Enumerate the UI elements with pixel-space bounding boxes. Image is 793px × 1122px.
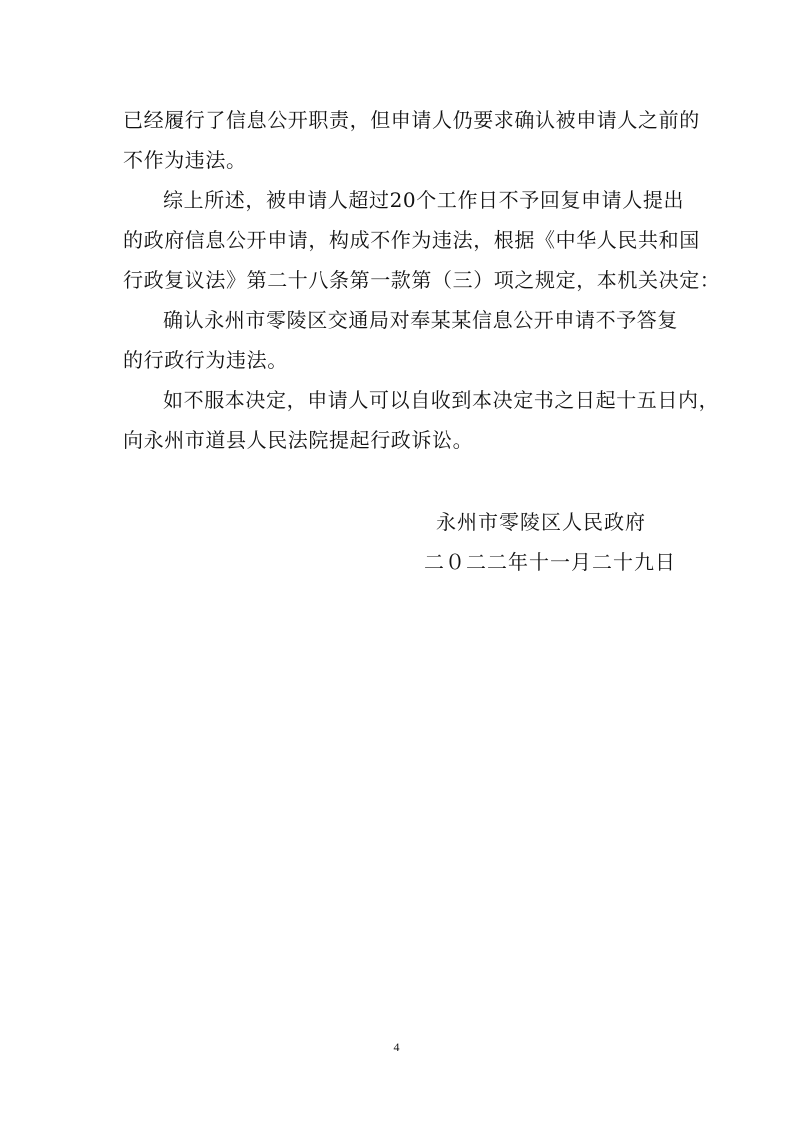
paragraph-3-line-2: 的行政行为违法。 bbox=[123, 348, 288, 372]
paragraph-2-line-2: 的政府信息公开申请，构成不作为违法，根据《中华人民共和国 bbox=[123, 228, 700, 252]
paragraph-3-line-1: 确认永州市零陵区交通局对奉某某信息公开申请不予答复 bbox=[163, 308, 678, 332]
paragraph-2-line-3: 行政复议法》第二十八条第一款第（三）项之规定，本机关决定： bbox=[123, 268, 721, 292]
paragraph-1-line-2: 不作为违法。 bbox=[123, 148, 247, 172]
signature-organization: 永州市零陵区人民政府 bbox=[436, 510, 646, 534]
paragraph-4-line-1: 如不服本决定，申请人可以自收到本决定书之日起十五日内， bbox=[163, 388, 720, 412]
paragraph-1-line-1: 已经履行了信息公开职责，但申请人仍要求确认被申请人之前的 bbox=[123, 108, 700, 132]
paragraph-2-line-1: 综上所述，被申请人超过20个工作日不予回复申请人提出 bbox=[163, 188, 685, 212]
signature-date: 二０二二年十一月二十九日 bbox=[424, 550, 676, 574]
paragraph-4-line-2: 向永州市道县人民法院提起行政诉讼。 bbox=[123, 428, 474, 452]
page-number: 4 bbox=[393, 1040, 400, 1054]
